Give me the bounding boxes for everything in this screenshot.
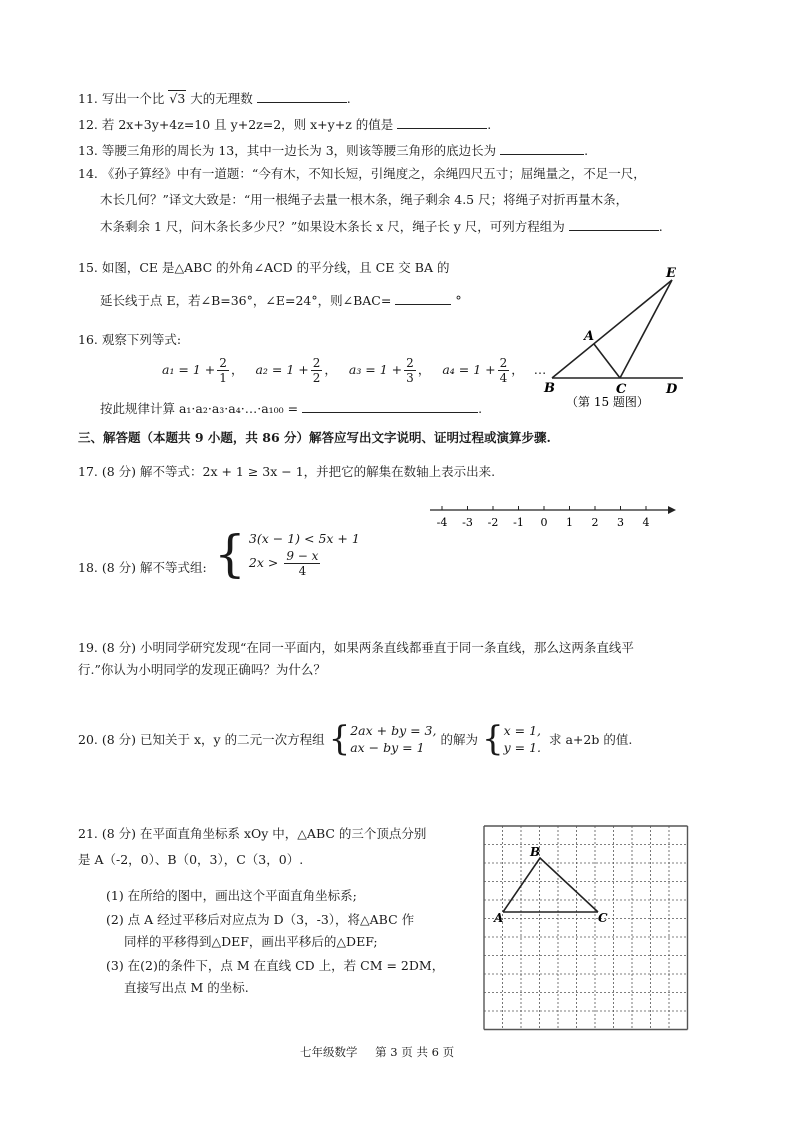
label-e: E <box>666 266 676 281</box>
footer-page: 第 3 页 共 6 页 <box>375 1045 455 1059</box>
q15-figure <box>538 262 688 412</box>
footer-subject: 七年级数学 <box>300 1045 358 1059</box>
tick-label: -3 <box>462 516 473 529</box>
question-15-line1: 15. 如图，CE 是△ABC 的外角∠ACD 的平分线，且 CE 交 BA 的 <box>78 260 450 275</box>
q18-row1: 3(x − 1) < 5x + 1 <box>248 531 360 546</box>
q11-text: 11. 写出一个比 <box>78 91 165 106</box>
answer-blank-16[interactable] <box>302 400 478 413</box>
question-14-line1: 14. 《孙子算经》中有一道题：“今有木，不知长短，引绳度之，余绳四尺五寸；屈绳量之，不足一尺， <box>78 166 646 181</box>
grid-label-c: C <box>598 911 608 925</box>
q16-term-1: a₁ = 1 + $\frac{2}{1}$ ， <box>162 356 244 385</box>
arrow-right-icon <box>668 506 676 514</box>
question-19-line2: 行.”你认为小明同学的发现正确吗？为什么？ <box>78 662 326 677</box>
question-19-line1: 19. (8 分) 小明同学研究发现“在同一平面内，如果两条直线都垂直于同一条直线，那么这两条直线平 <box>78 640 634 655</box>
question-21-line1: 21. (8 分) 在平面直角坐标系 xOy 中，△ABC 的三个顶点分别 <box>78 826 427 841</box>
tick-label: 2 <box>591 516 599 529</box>
answer-blank-12[interactable] <box>397 116 487 129</box>
line-ce <box>620 280 672 378</box>
question-13: 13. 等腰三角形的周长为 13，其中一边长为 3，则该等腰三角形的底边长为 . <box>78 143 589 158</box>
question-14-line3: 木条剩余 1 尺，问木条长多少尺？”如果设木条长 x 尺，绳子长 y 尺，可列方程组为 . <box>100 219 663 234</box>
q20-eq2: ax − by = 1 <box>350 740 425 755</box>
footer <box>300 1044 454 1060</box>
tick-label: -4 <box>436 516 448 529</box>
answer-blank-14[interactable] <box>569 218 659 231</box>
q12-text: 12. 若 2x+3y+4z=10 且 y+2z=2，则 x+y+z 的值是 <box>78 117 394 132</box>
tick-label: -1 <box>513 516 524 529</box>
question-21-part3b: 直接写出点 M 的坐标. <box>124 980 249 995</box>
tick-label: 3 <box>617 516 624 529</box>
label-b: B <box>544 381 555 396</box>
section-3-heading: 三、解答题（本题共 9 小题，共 86 分）解答应写出文字说明、证明过程或演算步骤. <box>78 430 551 445</box>
grid-label-b: B <box>530 845 541 859</box>
coordinate-grid[interactable] <box>480 822 700 1046</box>
q20-eq1: 2ax + by = 3, <box>350 723 437 738</box>
grid-label-a: A <box>494 911 504 925</box>
q18-row2: 2x > $\frac{9 - x}{4}$ <box>248 549 319 578</box>
question-21-line2: 是 A（-2，0）、B（0，3），C（3，0）. <box>78 852 304 867</box>
q20-sol2: y = 1. <box>503 740 542 755</box>
q16-term-4: a₄ = 1 + $\frac{2}{4}$ ， <box>442 356 524 385</box>
question-16-intro: 16. 观察下列等式: <box>78 332 182 347</box>
question-21-part1: (1) 在所给的图中，画出这个平面直角坐标系; <box>106 888 357 903</box>
number-line <box>426 500 676 534</box>
question-21-part2a: (2) 点 A 经过平移后对应点为 D（3，-3），将△ABC 作 <box>106 912 415 927</box>
q13-text: 13. 等腰三角形的周长为 13，其中一边长为 3，则该等腰三角形的底边长为 <box>78 143 497 158</box>
q18-system: { 3(x − 1) < 5x + 1 2x > $\frac{9 - x}{4}$ <box>214 525 360 583</box>
question-21-part2b: 同样的平移得到△DEF，画出平移后的△DEF; <box>124 934 378 949</box>
line-ac <box>594 344 620 378</box>
question-20: 20. (8 分) 已知关于 x，y 的二元一次方程组 { 2ax + by = 3, ax − by = 1 的解为 { x = 1, y = 1. 求 a+2b 的值. <box>78 719 633 759</box>
question-12: 12. 若 2x+3y+4z=10 且 y+2z=2，则 x+y+z 的值是 . <box>78 117 492 132</box>
question-14-line2: 木长几何？”译文大致是：“用一根绳子去量一根木条，绳子剩余 4.5 尺；将绳子对折再量木条， <box>100 192 629 207</box>
tick-label: -2 <box>487 516 499 529</box>
triangle-abc-sides <box>503 858 598 912</box>
answer-blank-13[interactable] <box>500 142 584 155</box>
q16-term-3: a₃ = 1 + $\frac{2}{3}$ ， <box>348 356 431 385</box>
q11-sqrt: √3 <box>169 91 186 106</box>
question-18: 18. (8 分) 解不等式组: <box>78 560 207 575</box>
question-21-part3a: (3) 在(2)的条件下，点 M 在直线 CD 上，若 CM = 2DM， <box>106 958 445 973</box>
question-16-ask: 按此规律计算 a₁·a₂·a₃·a₄·…·a₁₀₀ = . <box>100 401 483 416</box>
line-be <box>552 280 672 378</box>
tick-label: 4 <box>642 516 650 529</box>
answer-blank-15[interactable] <box>395 292 451 305</box>
figure-caption: （第 15 题图） <box>566 395 649 409</box>
tick-label: 0 <box>540 516 548 529</box>
q11-tail: 大的无理数 <box>190 91 253 106</box>
q16-terms <box>162 352 546 388</box>
q20-sol1: x = 1, <box>503 723 541 738</box>
q16-ellipsis: … <box>533 362 547 377</box>
question-11: 11. 写出一个比 √3 大的无理数 . <box>78 91 351 106</box>
question-17: 17. (8 分) 解不等式：2x + 1 ≥ 3x − 1，并把它的解集在数轴上表示出来. <box>78 464 496 479</box>
label-a: A <box>584 329 595 344</box>
label-d: D <box>666 382 678 397</box>
tick-label: 1 <box>566 516 573 529</box>
answer-blank-11[interactable] <box>257 90 347 103</box>
label-c: C <box>616 382 627 397</box>
question-15-line2: 延长线于点 E，若∠B=36°，∠E=24°，则∠BAC= ° <box>100 293 462 308</box>
q16-term-2: a₂ = 1 + $\frac{2}{2}$ ， <box>255 356 337 385</box>
